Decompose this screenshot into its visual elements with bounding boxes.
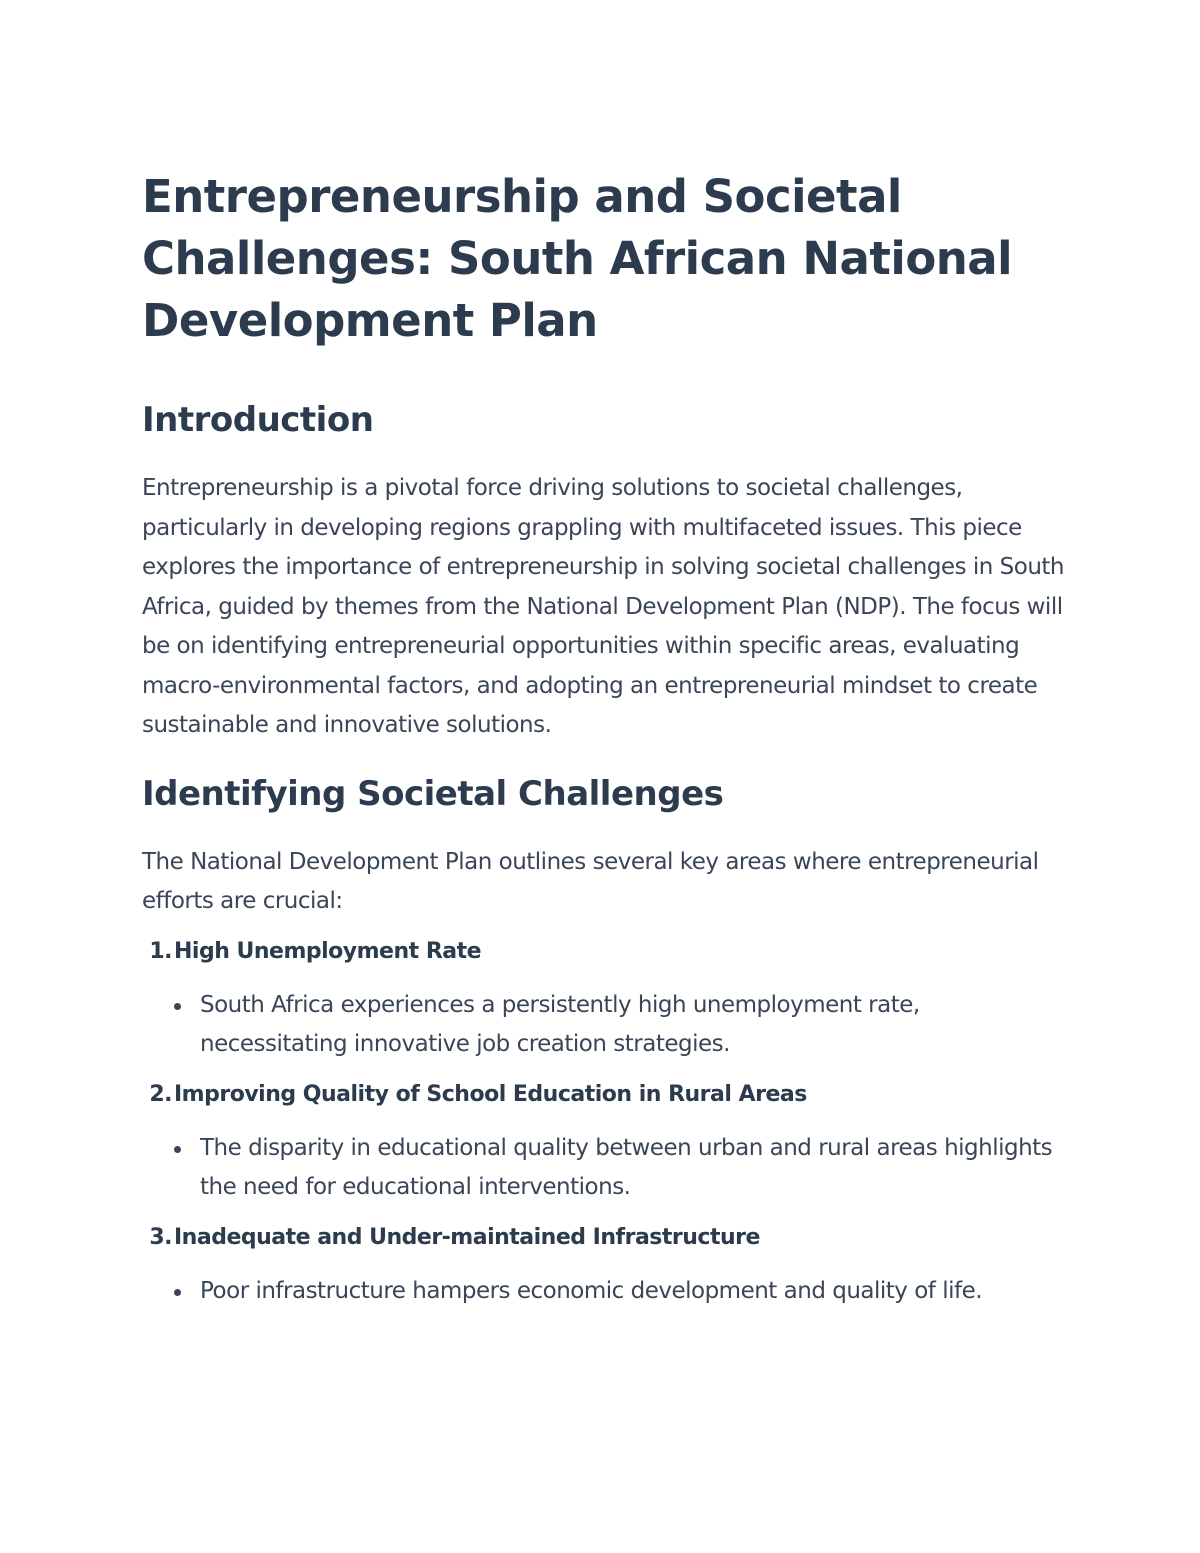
challenge-item-heading <box>142 1079 1070 1111</box>
challenge-item <box>142 1079 1070 1222</box>
challenge-item-heading <box>142 1222 1070 1254</box>
section-heading-introduction: Introduction <box>142 400 374 440</box>
challenges-list <box>142 936 1070 1312</box>
challenge-bullet-text: The disparity in educational quality between urban and rural areas highlights the need for educational interventions. <box>200 1134 1053 1200</box>
bullet-dot-icon <box>174 1289 181 1296</box>
challenge-item <box>142 936 1070 1079</box>
document-title: Entrepreneurship and Societal Challenges: South African National Development Plan <box>142 170 1013 347</box>
section-heading-challenges: Identifying Societal Challenges <box>142 773 724 814</box>
bullet-dot-icon <box>174 1003 181 1010</box>
challenge-bullet <box>200 1272 1070 1312</box>
introduction-paragraph: Entrepreneurship is a pivotal force driving solutions to societal challenges, particularly in developing regions grappling with multifaceted issues. This piece explores the importance of entrepreneurship in solving societal challenges in South Africa, guided by themes from the National Development Plan (NDP). The focus will be on identifying entrepreneurial opportunities within specific areas, evaluating macro-environmental factors, and adopting an entrepreneurial mindset to create sustainable and innovative solutions. <box>142 475 1064 738</box>
challenge-bullets <box>142 986 1070 1065</box>
challenge-item-number: 1. <box>149 938 172 964</box>
challenge-bullets <box>142 1272 1070 1312</box>
challenge-item-title: High Unemployment Rate <box>174 938 482 964</box>
challenge-item-heading <box>142 936 1070 968</box>
challenge-bullet-text: South Africa experiences a persistently high unemployment rate, necessitating innovative job creation strategies. <box>200 991 920 1057</box>
challenge-item-number: 3. <box>149 1224 172 1250</box>
challenge-bullet <box>200 1129 1070 1208</box>
challenge-bullet-text: Poor infrastructure hampers economic development and quality of life. <box>200 1277 983 1304</box>
challenge-bullet <box>200 986 1070 1065</box>
challenge-bullets <box>142 1129 1070 1208</box>
challenge-item-number: 2. <box>149 1081 172 1107</box>
bullet-dot-icon <box>174 1146 181 1153</box>
challenge-item-title: Inadequate and Under-maintained Infrastructure <box>174 1224 760 1250</box>
challenges-intro-paragraph: The National Development Plan outlines several key areas where entrepreneurial efforts are crucial: <box>142 848 1039 914</box>
challenge-item-title: Improving Quality of School Education in Rural Areas <box>174 1081 807 1107</box>
challenge-item <box>142 1222 1070 1312</box>
